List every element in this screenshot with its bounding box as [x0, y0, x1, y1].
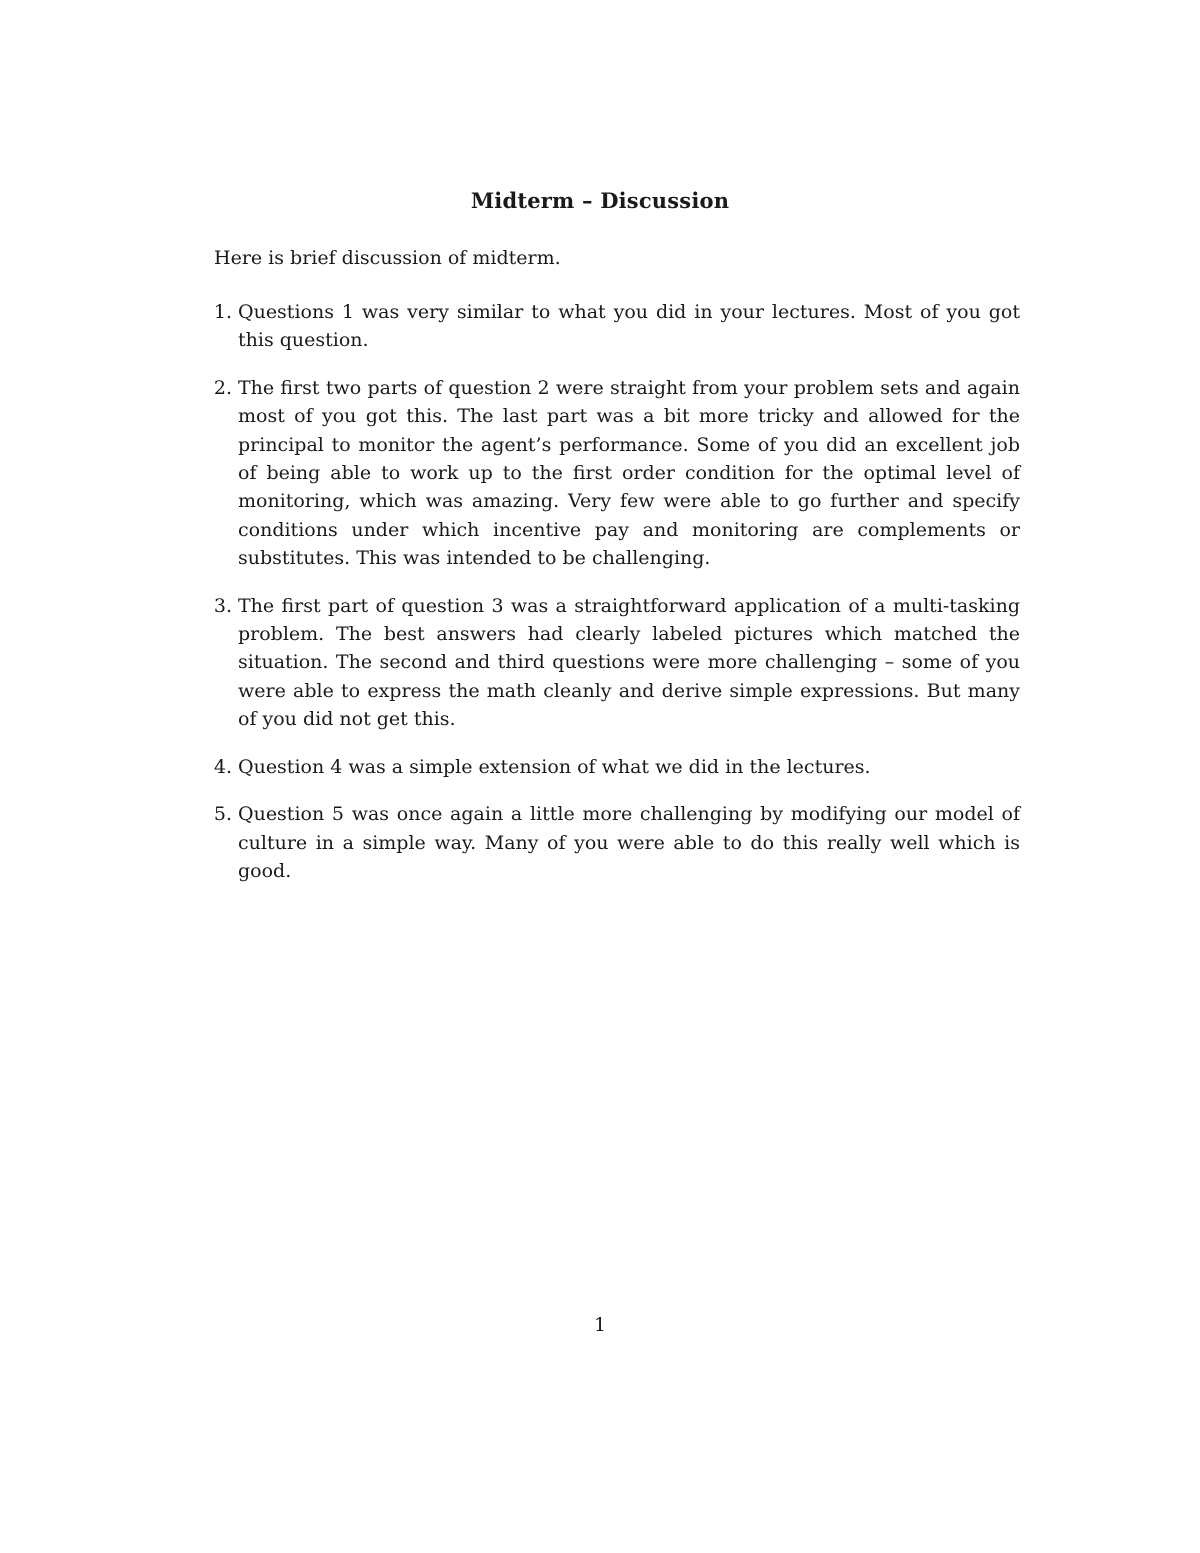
list-item-text: Question 5 was once again a little more challenging by modifying our model of culture in a simple way. Many of you were able to do this really well which is good. [238, 803, 1020, 882]
list-item-text: Question 4 was a simple extension of what we did in the lectures. [238, 755, 871, 778]
list-item-number: 2. [213, 376, 232, 399]
list-item-number: 4. [213, 755, 232, 778]
list-item-number: 3. [213, 594, 232, 617]
list-item-number: 5. [213, 803, 232, 826]
page-title: Midterm – Discussion [470, 188, 730, 213]
list-item-text: The first two parts of question 2 were straight from your problem sets and again most of you got this. The last part was a bit more tricky and allowed for the principal to monitor the agent’s performance. Some of you did an excellent job of being able to work up to the first order condition for the optimal level of monitoring, which was amazing. Very few were able to go further and specify conditions under which incentive pay and monitoring are complements or substitutes. This was intended to be challenging. [238, 376, 1020, 570]
list-item [204, 298, 1020, 355]
list-item [204, 800, 1020, 885]
intro-paragraph: Here is brief discussion of midterm. [214, 247, 561, 269]
page-number: 1 [593, 1314, 607, 1336]
list-item-text: Questions 1 was very similar to what you did in your lectures. Most of you got this question. [238, 301, 1020, 352]
list-item-text: The first part of question 3 was a straightforward application of a multi-tasking problem. The best answers had clearly labeled pictures which matched the situation. The second and third questions were more challenging – some of you were able to express the math cleanly and derive simple expressions. But many of you did not get this. [238, 594, 1020, 731]
list-item [204, 753, 1020, 781]
discussion-list [204, 298, 1020, 904]
list-item [204, 592, 1020, 734]
list-item-number: 1. [213, 301, 232, 323]
list-item [204, 374, 1020, 573]
